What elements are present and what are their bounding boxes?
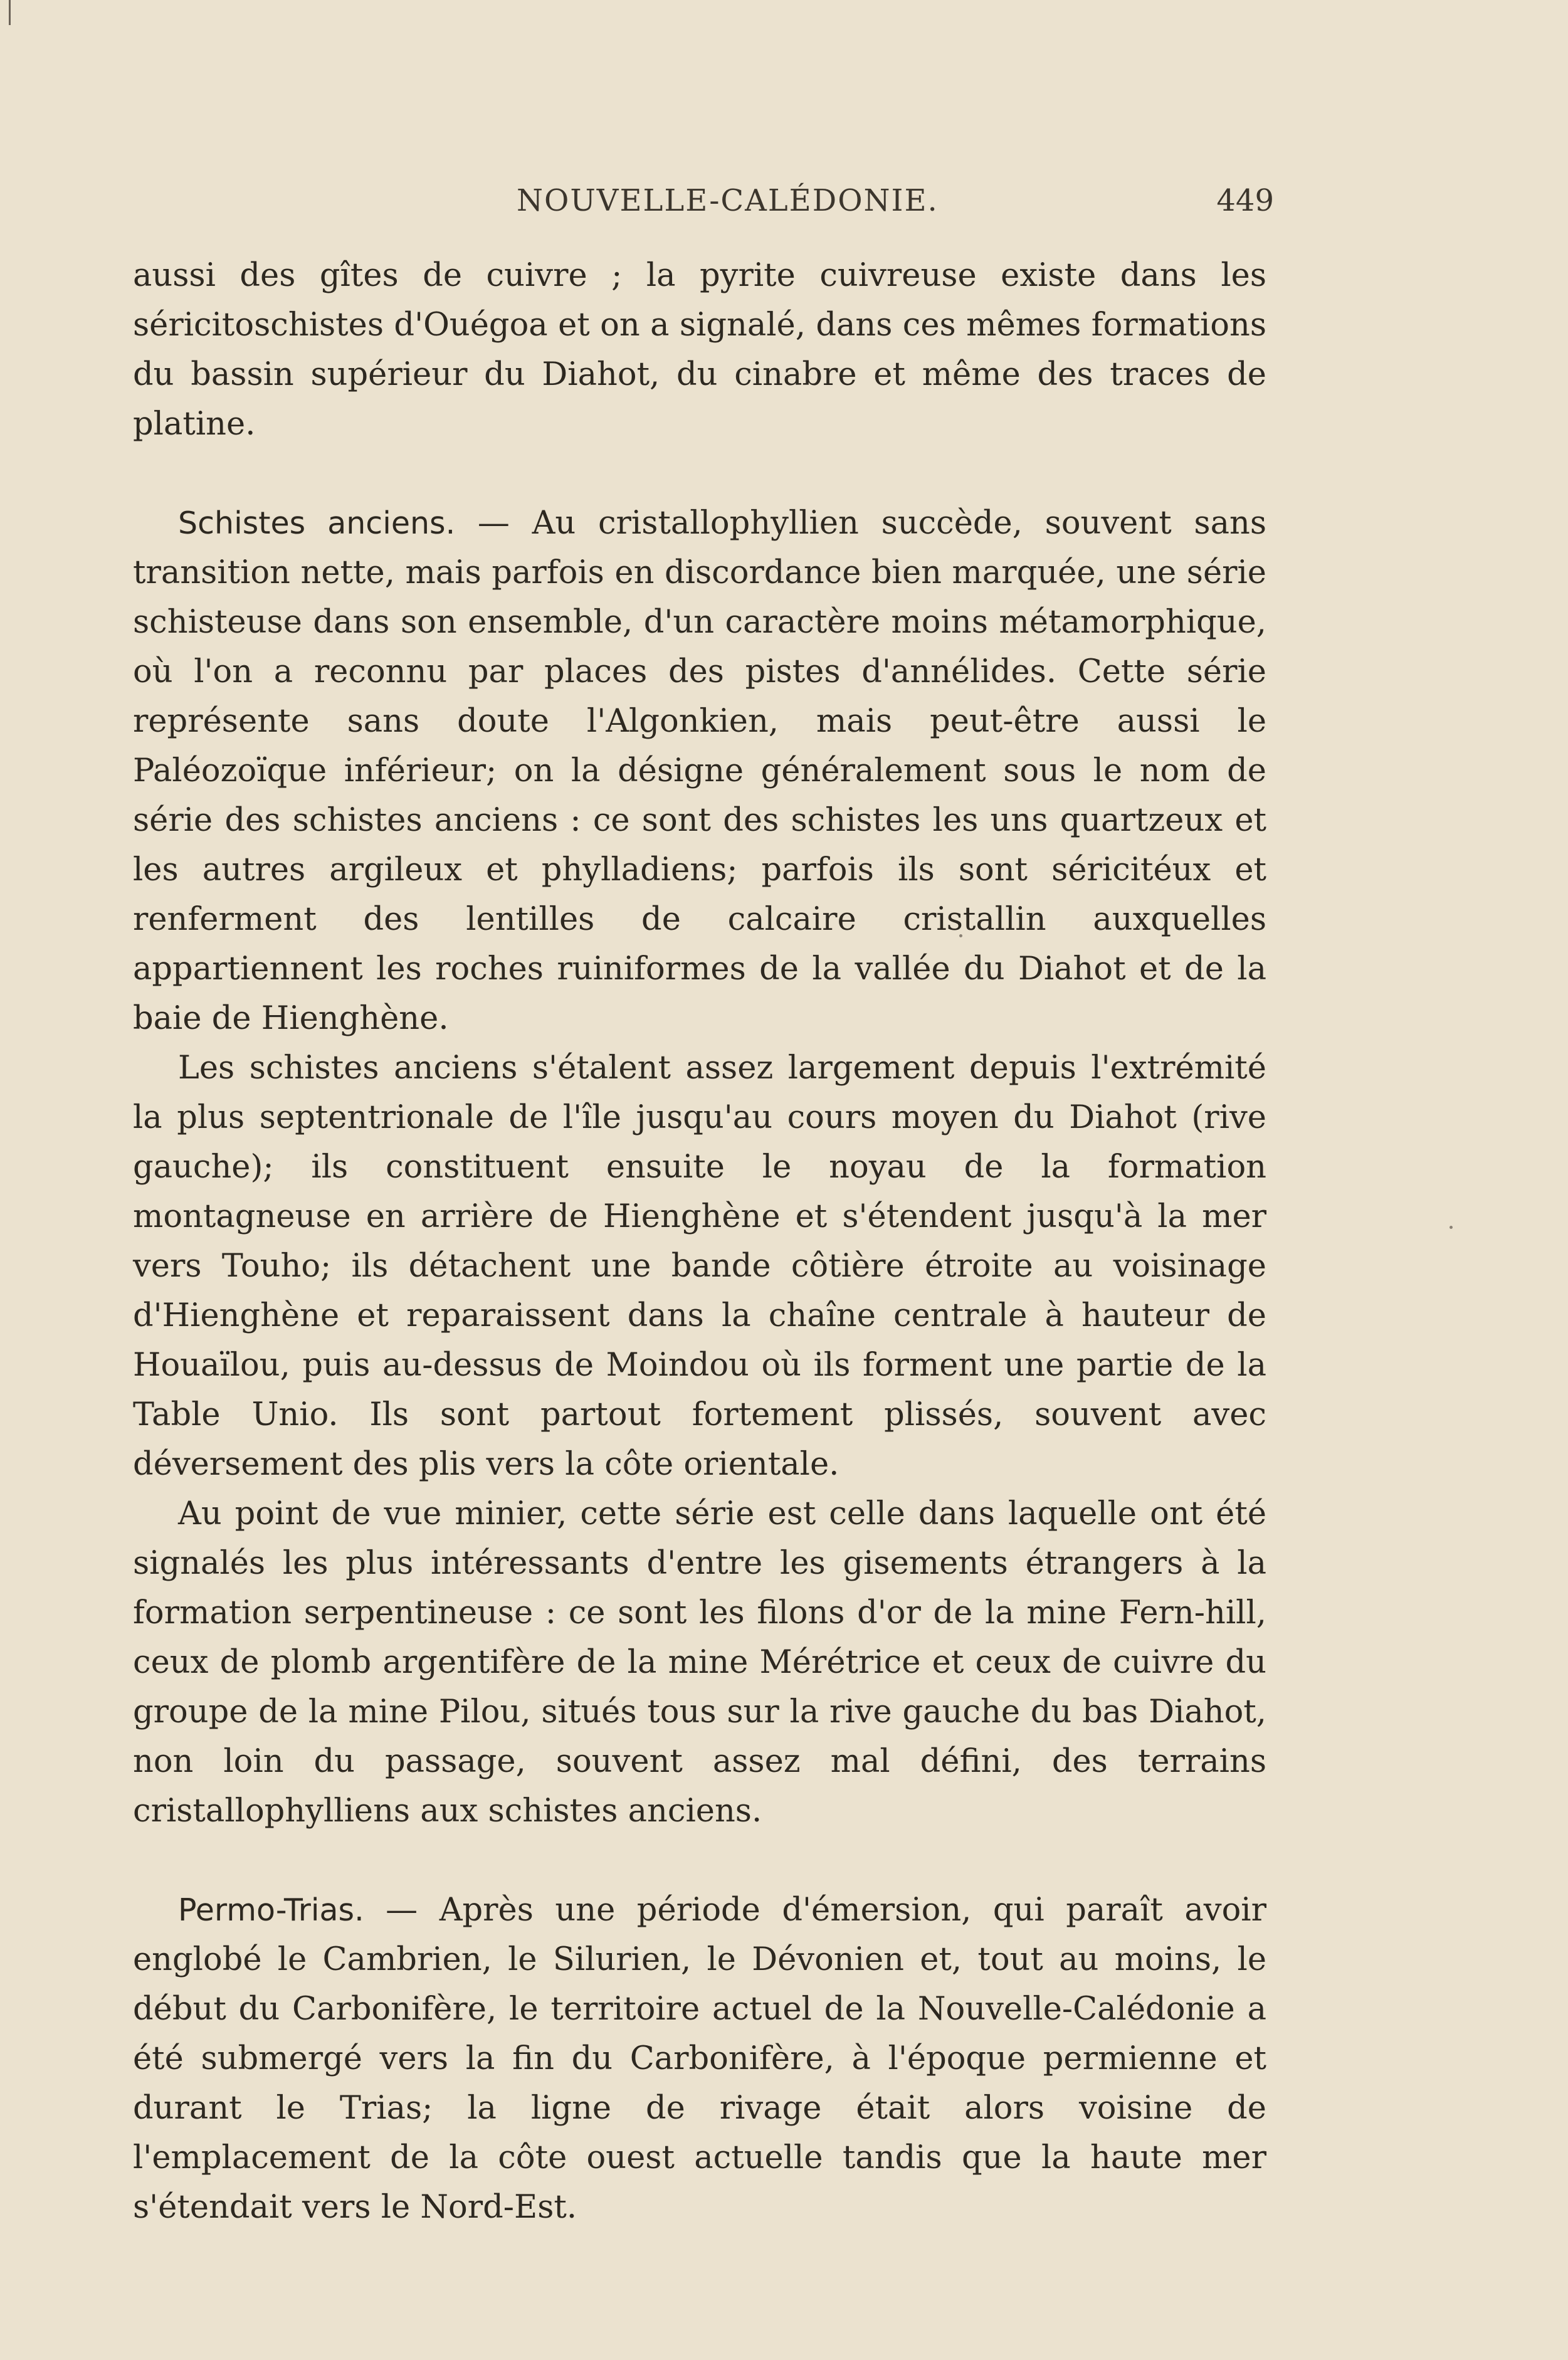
paragraph-permo-trias (133, 1885, 1266, 2232)
paragraph-text: Les schistes anciens s'étalent assez largement depuis l'extrémité la plus septentrionale de l'île jusqu'au cours moyen du Diahot (rive gauche); ils constituent ensuite le noyau de la formation montagneuse en arrière de Hienghène et s'étendent jusqu'à la mer vers Touho; ils détachent une bande côtière étroite au voisinage d'Hienghène et reparaissent dans la chaîne centrale à hauteur de Houaïlou, puis au-dessus de Moindou où ils forment une partie de la Table Unio. Ils sont partout fortement plissés, souvent avec déversement des plis vers la côte orientale. (133, 1050, 1266, 1483)
page-header (133, 183, 1274, 227)
paragraph-mining (133, 1489, 1266, 1836)
section-heading: Schistes anciens. (178, 505, 456, 541)
page-body (133, 251, 1266, 2232)
running-title: NOUVELLE-CALÉDONIE. (517, 183, 939, 218)
paragraph-text: aussi des gîtes de cuivre ; la pyrite cuivreuse existe dans les séricitoschistes d'Ouégoa et on a signalé, dans ces mêmes formations du bassin supérieur du Diahot, du cinabre et même des traces de platine. (133, 257, 1266, 443)
paragraph-schistes-anciens (133, 498, 1266, 1043)
page-number: 449 (1216, 183, 1274, 218)
paragraph-text: Au point de vue minier, cette série est celle dans laquelle ont été signalés les plus intéressants d'entre les gisements étrangers à la formation serpentineuse : ce sont les filons d'or de la mine Fern-hill, ceux de plomb argentifère de la mine Mérétrice et ceux de cuivre du groupe de la mine Pilou, situés tous sur la rive gauche du bas Diahot, non loin du passage, souvent assez mal défini, des terrains cristallophylliens aux schistes anciens. (133, 1495, 1266, 1830)
paragraph-extent (133, 1043, 1266, 1489)
paragraph-continuation (133, 251, 1266, 449)
paragraph-text: — Après une période d'émersion, qui paraît avoir englobé le Cambrien, le Silurien, le Dévonien et, tout au moins, le début du Carbonifère, le territoire actuel de la Nouvelle-Calédonie a été submergé vers la fin du Carbonifère, à l'époque permienne et durant le Trias; la ligne de rivage était alors voisine de l'emplacement de la côte ouest actuelle tandis que la haute mer s'étendait vers le Nord-Est. (133, 1892, 1266, 2226)
section-heading: Permo-Trias. (178, 1892, 364, 1928)
paragraph-text: — Au cristallophyllien succède, souvent sans transition nette, mais parfois en discordance bien marquée, une série schisteuse dans son ensemble, d'un caractère moins métamorphique, où l'on a reconnu par places des pistes d'annélides. Cette série représente sans doute l'Algonkien, mais peut-être aussi le Paléozoïque inférieur; on la désigne généralement sous le nom de série des schistes anciens : ce sont des schistes les uns quartzeux et les autres argileux et phylladiens; parfois ils sont séricitéux et renferment des lentilles de calcaire cristallin auxquelles appartiennent les roches ruiniformes de la vallée du Diahot et de la baie de Hienghène. (133, 505, 1267, 1037)
corner-mark (9, 0, 11, 25)
paper-speck (1450, 1226, 1453, 1229)
